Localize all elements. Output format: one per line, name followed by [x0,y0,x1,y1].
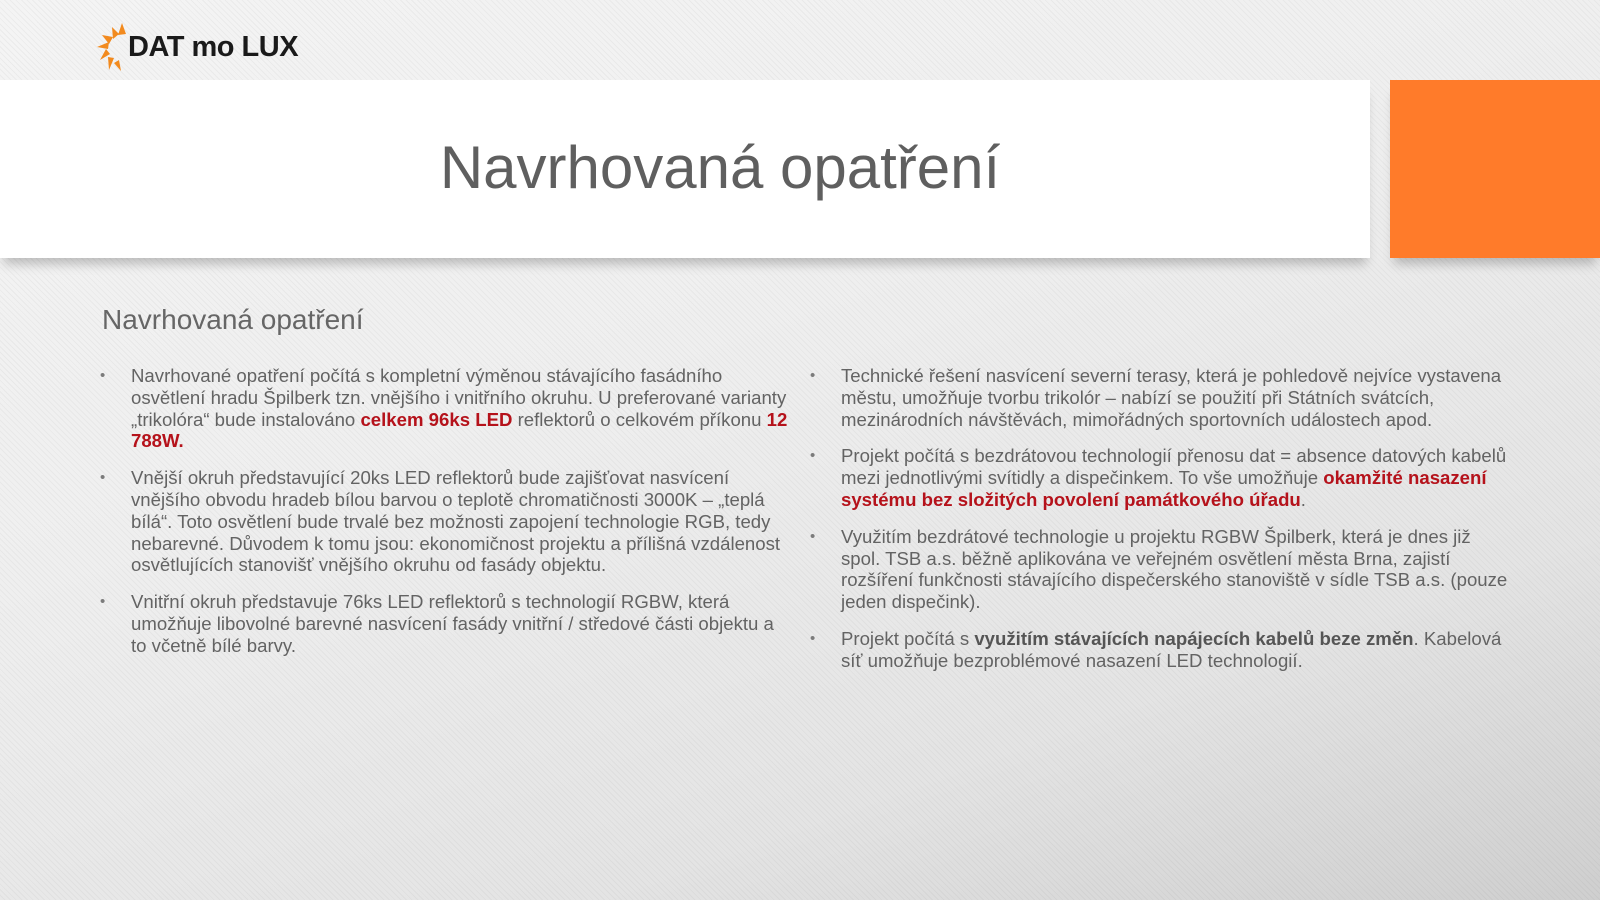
bullet-icon: • [100,367,106,384]
company-logo [96,22,298,72]
bullet-item [810,445,1515,510]
logo-text: DAT mo LUX [128,30,299,63]
bullet-item [100,467,790,576]
bullet-icon: • [810,447,816,465]
slide-title: Navrhovaná opatření [439,134,1001,201]
left-bullet-list [100,365,790,672]
bullet-icon: • [810,527,816,545]
highlight-text: 12 788W. [131,408,788,452]
bullet-item [810,628,1515,672]
highlight-text: okamžité nasazení systému bez složitých povolení památkového úřadu [841,467,1487,510]
sun-logo-icon [96,22,132,72]
bullet-item [100,591,790,656]
bold-text: využitím stávajících napájecích kabelů beze změn [974,627,1414,649]
bullet-item [100,365,790,452]
bullet-text: Projekt počítá s bezdrátovou technologií přenosu dat = absence datových kabelů mezi jednotlivými svítidly a dispečinkem. To vše umožňuje [841,445,1507,489]
bullet-text: Navrhované opatření počítá s kompletní výměnou stávajícího fasádního osvětlení hradu Špilberk tzn. vnějšího i vnitřního okruhu. U preferované varianty „trikolóra“ bude instalováno [131,365,787,430]
bullet-text: . Kabelová síť umožňuje bezproblémové nasazení LED technologií. [841,627,1502,671]
bullet-text: Využitím bezdrátové technologie u projektu RGBW Špilberk, která je dnes již spol. TSB a.s. běžně aplikována ve veřejném osvětlení města Brna, zajistí rozšíření funkčnosti stávajícího dispečerského stanoviště v sídle TSB a.s. (pouze jeden dispečink). [841,525,1508,613]
bullet-text: Technické řešení nasvícení severní terasy, která je pohledově nejvíce vystavena městu, umožňuje tvorbu trikolór – nabízí se použití při Státních svátcích, mezinárodních návštěvách, mimořádných sportovních událostech apod. [841,365,1502,430]
bullet-text: Vnitřní okruh představuje 76ks LED reflektorů s technologií RGBW, která umožňuje libovolné barevné nasvícení fasády vnitřní / středové části objektu a to včetně bílé barvy. [131,591,774,656]
orange-accent-block [1390,80,1600,258]
bullet-icon: • [810,629,816,647]
bullet-item [810,365,1515,430]
bullet-icon: • [100,593,106,611]
right-bullet-list [810,365,1515,687]
highlight-text: celkem 96ks LED [360,408,513,430]
bullet-item [810,526,1515,613]
bullet-text: . [1300,488,1306,510]
bullet-text: reflektorů o celkovém příkonu [512,408,767,430]
section-subtitle: Navrhovaná opatření [102,304,364,335]
bullet-icon: • [810,367,816,384]
bullet-icon: • [100,469,106,487]
bullet-text: Projekt počítá s [841,627,975,649]
title-band [0,80,1370,258]
bullet-text: Vnější okruh představující 20ks LED reflektorů bude zajišťovat nasvícení vnějšího obvodu hradeb bílou barvou o teplotě chromatičnosti 3000K – „teplá bílá“. Toto osvětlení bude trvalé bez možnosti zapojení technologie RGB, tedy nebarevné. Důvodem k tomu jsou: ekonomičnost projektu a přílišná vzdálenost osvětlujících stanovišť vnějšího okruhu od fasády objektu. [131,467,781,576]
